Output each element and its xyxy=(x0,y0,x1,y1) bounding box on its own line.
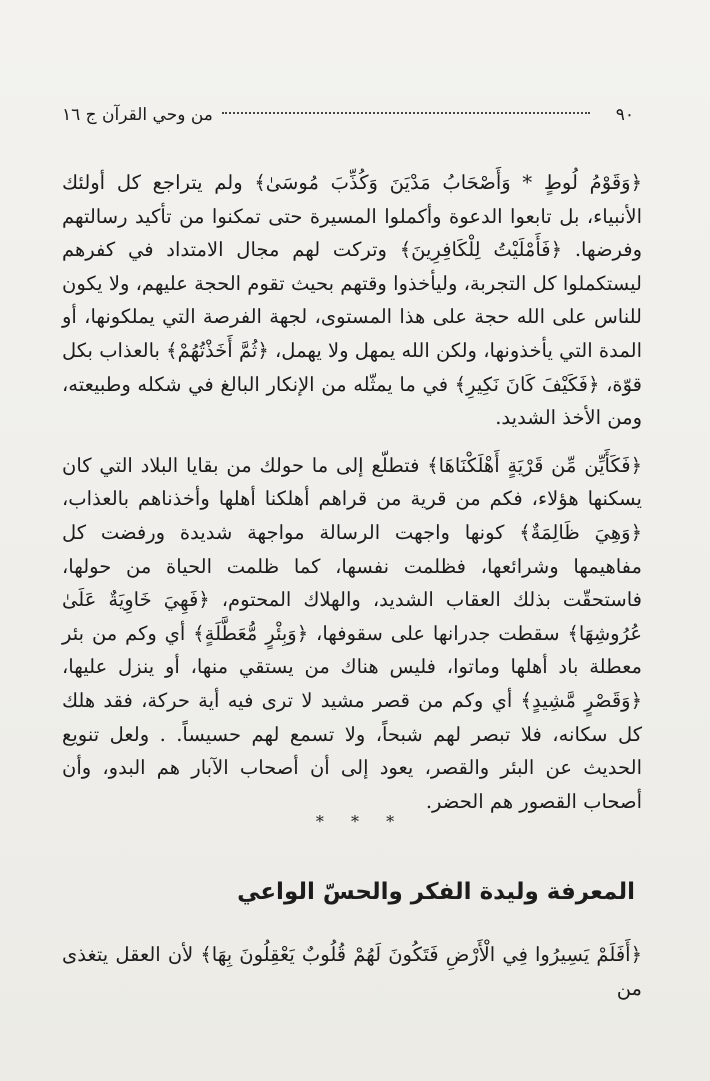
section-separator: * * * xyxy=(315,812,395,831)
paragraph: ﴿فَكَأَيِّن مِّن قَرْيَةٍ أَهْلَكْنَاهَا﴾ فتطلّع إلى ما حولك من بقايا البلاد التي كان يسكنها هؤلاء، فكم من قرية من قراهم أهلكنا أهلها وأخذناهم بالعذاب، ﴿وَهِيَ ظَالِمَةٌ﴾ كونها واجهت الرسالة مواجهة شديدة ورفضت كل مفاهيمها وشرائعها، فظلمت نفسها، كما ظلمت الحياة من حولها، فاستحقّت بذلك العقاب الشديد، والهلاك المحتوم، ﴿فَهِيَ خَاوِيَةٌ عَلَىٰ عُرُوشِهَا﴾ سقطت جدرانها على سقوفها، ﴿وَبِئْرٍ مُّعَطَّلَةٍ﴾ أي وكم من بئر معطلة باد أهلها وماتوا، فليس هناك من يستقي منها، أو ينزل عليها، ﴿وَقَصْرٍ مَّشِيدٍ﴾ أي وكم من قصر مشيد لا ترى فيه أية حركة، فقد هلك كل سكانه، فلا تبصر لهم شبحاً، ولا تسمع لهم حسيساً. . ولعل تنويع الحديث عن البئر والقصر، يعود إلى أن أصحاب الآبار هم البدو، وأن أصحاب القصور هم الحضر. xyxy=(62,453,642,813)
section-heading: المعرفة وليدة الفكر والحسّ الواعي xyxy=(237,879,635,905)
header-dot-leader xyxy=(222,112,590,114)
paragraph: ﴿أَفَلَمْ يَسِيرُوا فِي الْأَرْضِ فَتَكُونَ لَهُمْ قُلُوبٌ يَعْقِلُونَ بِهَا﴾ لأن العقل يتغذى من xyxy=(62,943,642,1000)
page-header xyxy=(62,100,634,130)
paragraph: ﴿وَقَوْمُ لُوطٍ * وَأَصْحَابُ مَدْيَنَ وَكُذِّبَ مُوسَىٰ﴾ ولم يتراجع كل أولئك الأنبياء، بل تابعوا الدعوة وأكملوا المسيرة حتى تمكنوا من تأكيد رسالتهم وفرضها. ﴿فَأَمْلَيْتُ لِلْكَافِرِينَ﴾ وتركت لهم مجال الامتداد في كفرهم ليستكملوا كل التجربة، وليأخذوا وقتهم بحيث تقوم الحجة عليهم، ولا يكون للناس على الله حجة على هذا المستوى، لجهة الفرصة التي يملكونها، أو المدة التي يأخذونها، ولكن الله يمهل ولا يهمل، ﴿ثُمَّ أَخَذْتُهُمْ﴾ بالعذاب بكل قوّة، ﴿فَكَيْفَ كَانَ نَكِيرِ﴾ في ما يمثّله من الإنكار البالغ في شكله وطبيعته، ومن الأخذ الشديد. xyxy=(62,171,642,430)
running-title: من وحي القرآن ج ١٦ xyxy=(62,105,213,125)
closing-text xyxy=(62,938,642,1005)
page-number: ٩٠ xyxy=(615,105,634,125)
body-text xyxy=(62,166,642,818)
